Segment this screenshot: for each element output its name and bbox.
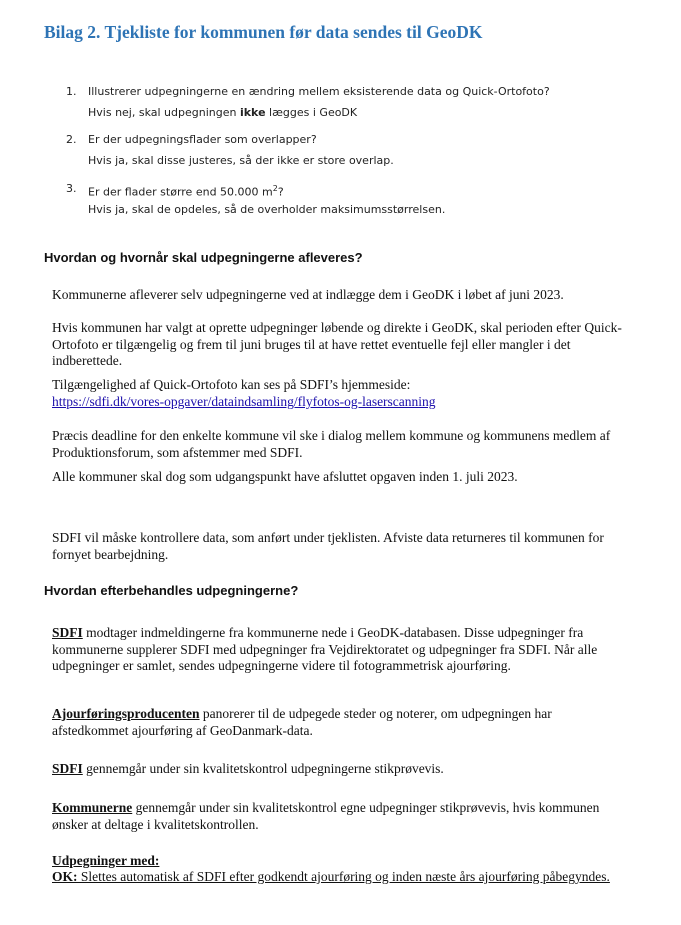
paragraph: Alle kommuner skal dog som udgangspunkt have afsluttet opgaven inden 1. juli 2023.	[52, 469, 518, 484]
checklist-answer: Hvis ja, skal de opdeles, så de overholder maksimumsstørrelsen.	[88, 203, 446, 216]
paragraph: Hvis kommunen har valgt at oprette udpegninger løbende og direkte i GeoDK, skal perioden efter Quick-Ortofoto er tilgængelig og frem til juni bruges til at have rettet eventuelle fejl eller mangler i det indberettede.	[52, 320, 622, 368]
link-paragraph	[52, 394, 622, 411]
paragraph: SDFI modtager indmeldingerne fra kommunerne nede i GeoDK-databasen. Disse udpegninger fra kommunerne supplerer SDFI med udpegninger fra Vejdirektoratet og udpegninger fra SDFI. Når alle udpegninger er samlet, sendes udpegningerne videre til fotogrammetrisk ajourføring.	[52, 625, 598, 673]
checklist-answer: Hvis ja, skal disse justeres, så der ikke er store overlap.	[88, 154, 394, 167]
checklist-number: 2.	[66, 133, 77, 146]
checklist-answer: Hvis nej, skal udpegningen ikke lægges i GeoDK	[88, 106, 358, 119]
paragraph: SDFI gennemgår under sin kvalitetskontrol udpegningerne stikprøvevis.	[52, 761, 444, 776]
section-heading: Hvordan efterbehandles udpegningerne?	[44, 583, 299, 598]
paragraph: Ajourføringsproducenten panorerer til de udpegede steder og noterer, om udpegningen har afstedkommet ajourføring af GeoDanmark-data.	[52, 706, 552, 738]
paragraph: Kommunerne gennemgår under sin kvalitetskontrol egne udpegninger stikprøvevis, hvis kommunen ønsker at deltage i kvalitetskontrollen.	[52, 800, 600, 832]
paragraph: Tilgængelighed af Quick-Ortofoto kan ses på SDFI’s hjemmeside:	[52, 377, 411, 392]
checklist-number: 3.	[66, 182, 77, 195]
paragraph: Præcis deadline for den enkelte kommune vil ske i dialog mellem kommune og kommunens medlem af Produktionsforum, som afstemmer med SDFI.	[52, 428, 611, 460]
checklist-question: Illustrerer udpegningerne en ændring mellem eksisterende data og Quick-Ortofoto?	[88, 85, 550, 98]
paragraph: OK: Slettes automatisk af SDFI efter godkendt ajourføring og inden næste års ajourføring påbegyndes.	[52, 869, 610, 884]
section-heading: Hvordan og hvornår skal udpegningerne afleveres?	[44, 250, 363, 265]
checklist-number: 1.	[66, 85, 77, 98]
page-title: Bilag 2. Tjekliste for kommunen før data sendes til GeoDK	[44, 22, 483, 42]
sdfi-link[interactable]: https://sdfi.dk/vores-opgaver/dataindsamling/flyfotos-og-laserscanning	[52, 394, 436, 409]
checklist-question: Er der flader større end 50.000 $m^2$?	[88, 184, 284, 199]
paragraph: Kommunerne afleverer selv udpegningerne ved at indlægge dem i GeoDK i løbet af juni 2023.	[52, 287, 564, 302]
checklist-question: Er der udpegningsflader som overlapper?	[88, 133, 317, 146]
paragraph: Udpegninger med:	[52, 853, 160, 868]
paragraph: SDFI vil måske kontrollere data, som anført under tjeklisten. Afviste data returneres til kommunen for fornyet bearbejdning.	[52, 530, 604, 562]
